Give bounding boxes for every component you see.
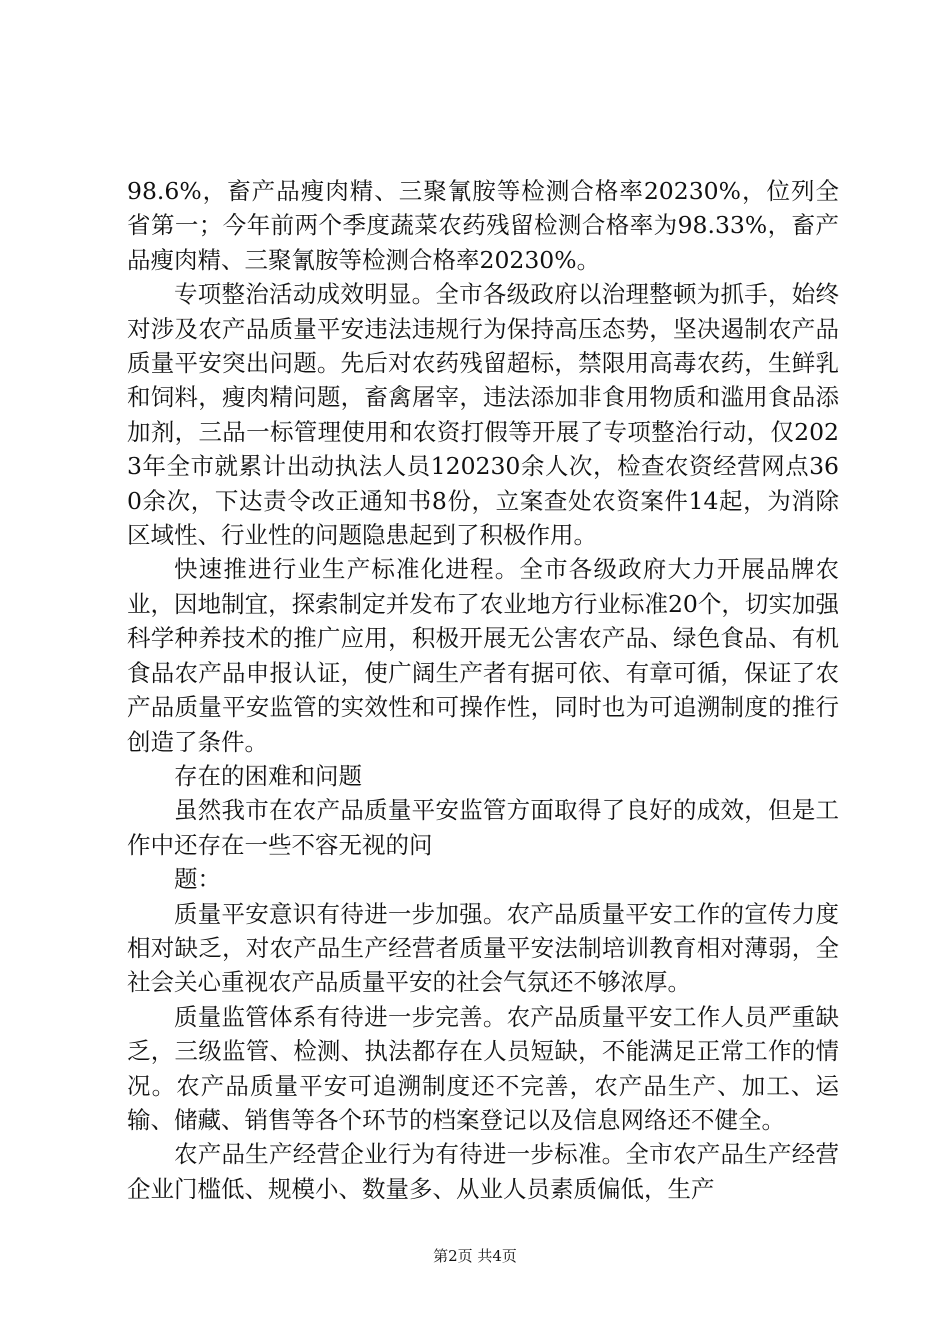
section-heading: 存在的困难和问题 <box>174 761 362 790</box>
paragraph-3: 快速推进行业生产标准化进程。全市各级政府大力开展品牌农业，因地制宜，探索制定并发布了农业地方行业标准20个，切实加强科学种养技术的推广应用，积极开展无公害农产品、绿色食品、有机食品农产品申报认证，使广阔生产者有据可依、有章可循，保证了农产品质量平安监管的实效性和可操作性，同时也为可追溯制度的推行创造了条件。 <box>127 555 839 756</box>
paragraph-8: 农产品生产经营企业行为有待进一步标准。全市农产品生产经营企业门槛低、规模小、数量多、从业人员素质偏低，生产 <box>127 1140 839 1203</box>
paragraph-4: 虽然我市在农产品质量平安监管方面取得了良好的成效，但是工作中还存在一些不容无视的问 <box>127 796 839 859</box>
document-body <box>127 174 839 1206</box>
paragraph-2: 专项整治活动成效明显。全市各级政府以治理整顿为抓手，始终对涉及农产品质量平安违法违规行为保持高压态势，坚决遏制农产品质量平安突出问题。先后对农药残留超标，禁限用高毒农药，生鲜乳和饲料，瘦肉精问题，畜禽屠宰，违法添加非食用物质和滥用食品添加剂，三品一标管理使用和农资打假等开展了专项整治行动，仅2023年全市就累计出动执法人员120230余人次，检查农资经营网点360余次，下达责令改正通知书8份，立案查处农资案件14起，为消除区域性、行业性的问题隐患起到了积极作用。 <box>127 280 839 550</box>
paragraph-7: 质量监管体系有待进一步完善。农产品质量平安工作人员严重缺乏，三级监管、检测、执法都存在人员短缺，不能满足正常工作的情况。农产品质量平安可追溯制度还不完善，农产品生产、加工、运输、储藏、销售等各个环节的档案登记以及信息网络还不健全。 <box>127 1002 839 1134</box>
paragraph-6: 质量平安意识有待进一步加强。农产品质量平安工作的宣传力度相对缺乏，对农产品生产经营者质量平安法制培训教育相对薄弱，全社会关心重视农产品质量平安的社会气氛还不够浓厚。 <box>127 899 839 997</box>
page-footer: 第2页 共4页 <box>433 1247 517 1265</box>
paragraph-1: 98.6%，畜产品瘦肉精、三聚氰胺等检测合格率20230%，位列全省第一；今年前两个季度蔬菜农药残留检测合格率为98.33%，畜产品瘦肉精、三聚氰胺等检测合格率20230%。 <box>127 177 839 274</box>
paragraph-5: 题： <box>174 865 221 894</box>
